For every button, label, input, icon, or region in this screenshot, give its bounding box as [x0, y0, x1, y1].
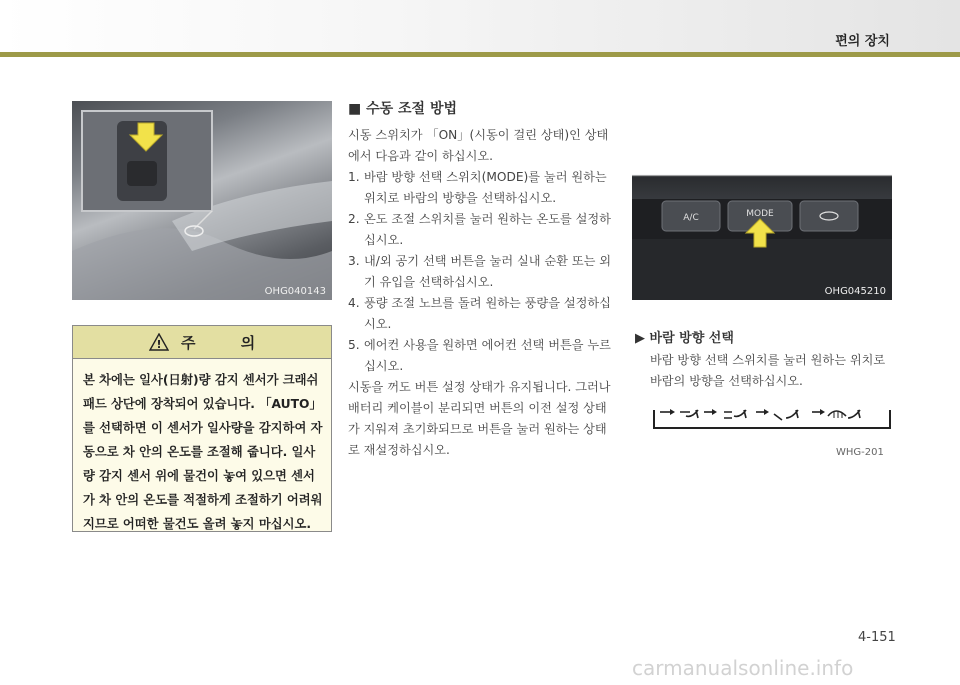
manual-step	[348, 167, 616, 209]
step-text: 풍량 조절 노브를 돌려 원하는 풍량을 설정하십시오.	[364, 296, 611, 331]
mode-arrow	[756, 409, 769, 415]
manual-step	[348, 251, 616, 293]
mode-arrow	[704, 409, 717, 415]
sensor-photo	[72, 101, 332, 300]
manual-step	[348, 335, 616, 377]
mode-arrow	[812, 409, 825, 415]
figure-code: OHG045210	[824, 286, 886, 297]
figure-code: OHG040143	[264, 286, 326, 297]
header-rule	[0, 52, 960, 57]
caution-header	[73, 326, 331, 359]
step-text: 에어컨 사용을 원하면 에어컨 선택 버튼을 누르십시오.	[364, 338, 611, 373]
warning-icon	[149, 333, 169, 351]
manual-step	[348, 209, 616, 251]
step-text: 바람 방향 선택 스위치(MODE)를 눌러 원하는 위치로 바람의 방향을 선택하십시오.	[364, 170, 607, 205]
header-band	[0, 0, 960, 52]
manual-section	[348, 99, 616, 461]
manual-outro: 시동을 꺼도 버튼 설정 상태가 유지됩니다. 그러나 배터리 케이블이 분리되면 버튼의 이전 설정 상태가 지워져 초기화되므로 버튼을 눌러 원하는 상태로 재설정하십시오.	[348, 380, 611, 457]
caution-text: 본 차에는 일사(日射)량 감지 센서가 크래쉬패드 상단에 장착되어 있습니다. 「AUTO」를 선택하면 이 센서가 일사량을 감지하여 자동으로 차 안의 온도를 조절해 줍니다. 일사량 감지 센서 위에 물건이 놓여 있으면 센서가 차 안의 온도를 적절하게 조절하기 어려워지므로 어떠한 물건도 올려 놓지 마십시오.	[83, 373, 323, 531]
step-text: 온도 조절 스위치를 눌러 원하는 온도를 설정하십시오.	[364, 212, 611, 247]
airflow-text: 바람 방향 선택 스위치를 눌러 원하는 위치로 바람의 방향을 선택하십시오.	[650, 353, 886, 388]
manual-steps	[348, 167, 616, 377]
step-number: 2.	[348, 212, 360, 226]
manual-intro: 시동 스위치가 「ON」(시동이 걸린 상태)인 상태에서 다음과 같이 하십시오.	[348, 128, 609, 163]
floor-defrost-icon	[828, 410, 860, 418]
mode-button-label: MODE	[746, 209, 774, 219]
step-text: 내/외 공기 선택 버튼을 눌러 실내 순환 또는 외기 유입을 선택하십시오.	[364, 254, 612, 289]
figure-code: WHG-201	[836, 447, 884, 458]
mode-arrow	[660, 409, 675, 415]
page-number: 4-151	[858, 630, 896, 645]
section-title: 편의 장치	[835, 34, 890, 49]
airflow-heading: ▶ 바람 방향 선택	[635, 331, 734, 346]
mode-sequence	[652, 406, 892, 432]
step-number: 1.	[348, 170, 360, 184]
face-vent-icon	[680, 410, 698, 418]
step-number: 5.	[348, 338, 360, 352]
ac-button-label: A/C	[683, 213, 699, 223]
watermark: carmanualsonline.info	[632, 656, 854, 680]
bi-level-icon	[724, 410, 746, 418]
step-number: 3.	[348, 254, 360, 268]
manual-step	[348, 293, 616, 335]
svg-text:!: !	[156, 338, 162, 351]
control-panel-photo	[632, 101, 892, 300]
manual-heading: ■ 수동 조절 방법	[348, 101, 457, 117]
floor-icon	[774, 410, 798, 420]
step-number: 4.	[348, 296, 360, 310]
caution-title: 주 의	[181, 334, 276, 352]
caution-box	[72, 325, 332, 532]
control-panel-illustration	[632, 101, 892, 300]
sensor-illustration	[72, 101, 332, 300]
